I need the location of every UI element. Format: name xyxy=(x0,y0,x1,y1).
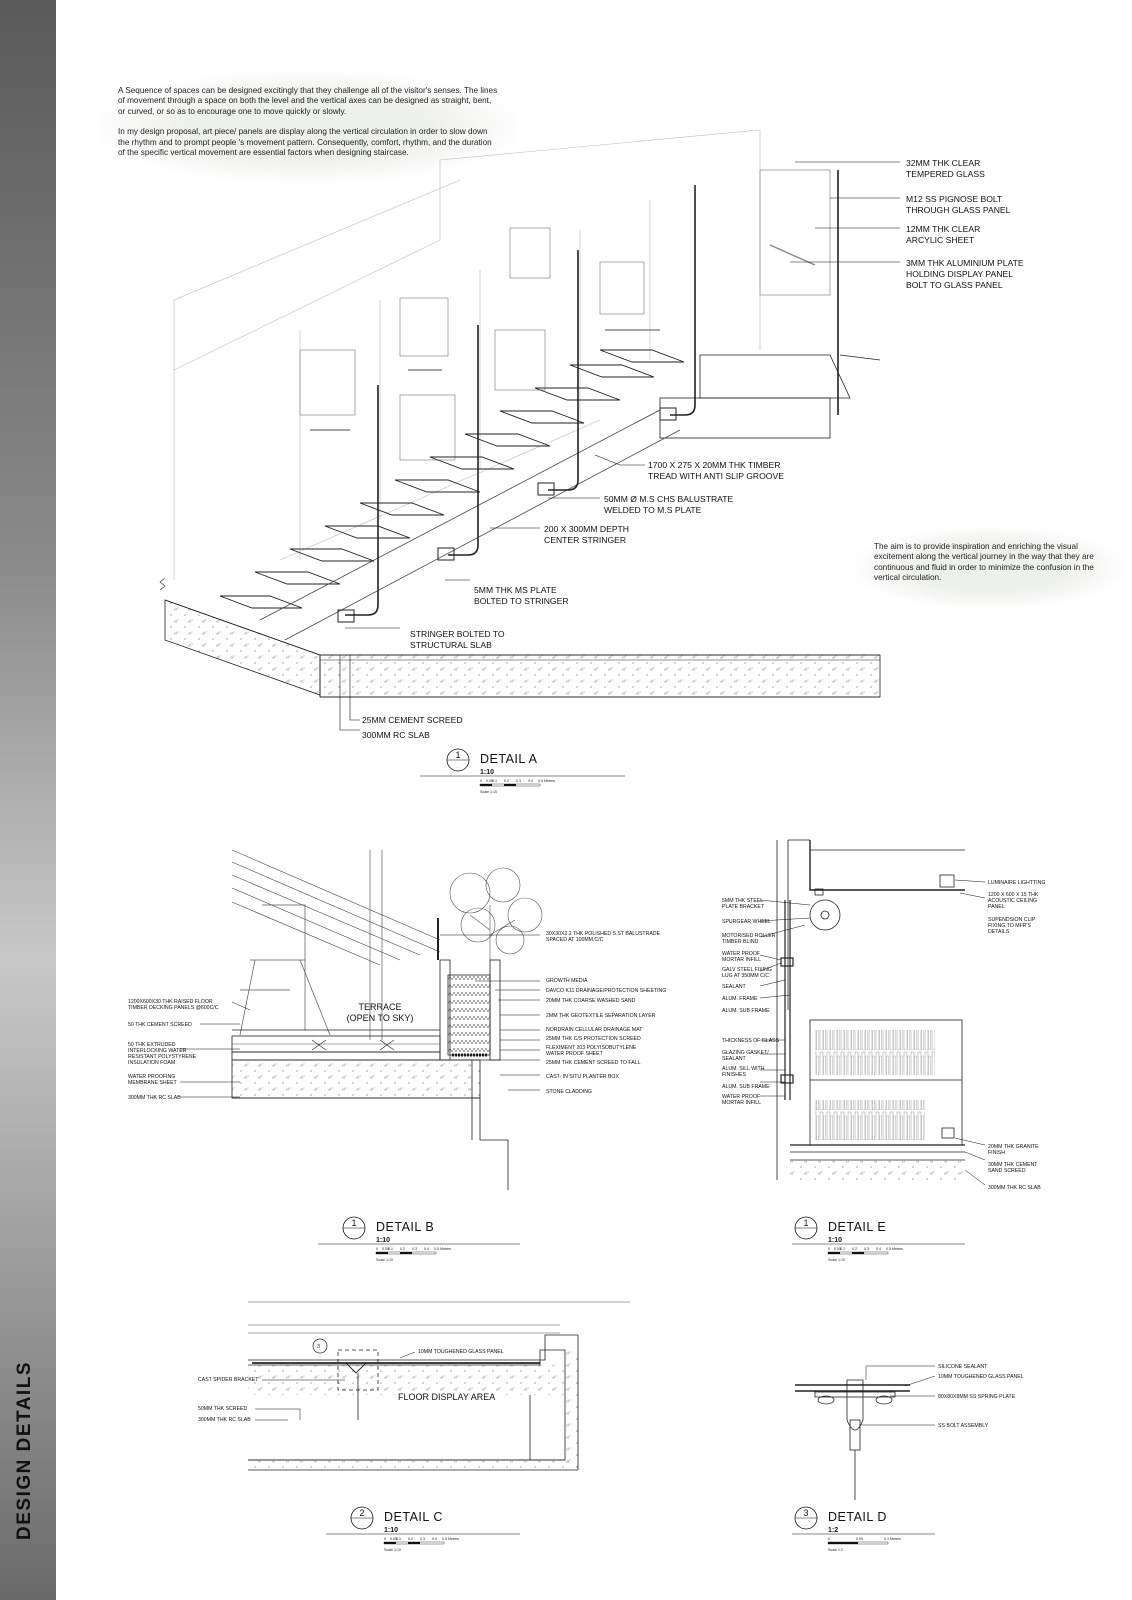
svg-text:1200X600X30 THK RAISED FLOOR: 1200X600X30 THK RAISED FLOOR xyxy=(128,999,213,1005)
detail-d-number: 3 xyxy=(803,1508,809,1518)
svg-text:0.1: 0.1 xyxy=(396,1537,401,1541)
detail-a-labels xyxy=(362,158,1024,740)
svg-text:Scale 1:10: Scale 1:10 xyxy=(376,1258,393,1262)
svg-text:WATER PROOFING: WATER PROOFING xyxy=(128,1074,176,1080)
svg-text:0.1 Metres: 0.1 Metres xyxy=(884,1537,901,1541)
svg-text:30X30X2.2 THK POLISHED S.ST: 30X30X2.2 THK POLISHED S.ST BALUSTRADE xyxy=(546,931,660,937)
label-balu-2: WELDED TO M.S PLATE xyxy=(604,505,702,515)
svg-text:ALUM. SUB FRAME: ALUM. SUB FRAME xyxy=(722,1084,770,1090)
aim-paragraph: The aim is to provide inspiration and enriching the visual excitement along the vertical journey in the way that they are continuous and fluid in order to minimize the confusion in the vertical circulation. xyxy=(874,542,1094,583)
svg-text:1200 X 600 X 15 THK: 1200 X 600 X 15 THK xyxy=(988,892,1039,898)
intro-paragraph-2: In my design proposal, art piece/ panels are display along the vertical circulation in order to slow down the rhythm and to prompt people 's movement pattern. Consequently, comfort, rhythm, and the duration of the specific vertical movement are essential factors when designing staircase. xyxy=(118,127,492,158)
svg-text:25MM THK C/S PROTECTION SCREED: 25MM THK C/S PROTECTION SCREED xyxy=(546,1036,641,1042)
label-tread-2: TREAD WITH ANTI SLIP GROOVE xyxy=(648,471,784,481)
svg-text:FLEXIMENT 203 POLYISOBUTYLENE: FLEXIMENT 203 POLYISOBUTYLENE xyxy=(546,1045,637,1051)
svg-text:Scale 1:10: Scale 1:10 xyxy=(384,1548,401,1552)
svg-text:0.4: 0.4 xyxy=(528,779,533,783)
svg-text:CAST SPIDER BRACKET: CAST SPIDER BRACKET xyxy=(198,1377,259,1383)
label-glass-1: 32MM THK CLEAR xyxy=(906,158,981,168)
floor-display-area-label: FLOOR DISPLAY AREA xyxy=(398,1392,496,1402)
svg-text:300MM THK RC SLAB: 300MM THK RC SLAB xyxy=(128,1095,181,1101)
svg-text:TIMBER BLIND: TIMBER BLIND xyxy=(722,939,759,945)
svg-text:5MM THK STEEL: 5MM THK STEEL xyxy=(722,898,764,904)
svg-text:DETAILS: DETAILS xyxy=(988,929,1010,935)
detail-c-title: DETAIL C xyxy=(384,1510,443,1524)
svg-text:WATER PROOF: WATER PROOF xyxy=(722,1094,761,1100)
svg-text:ALUM. FRAME: ALUM. FRAME xyxy=(722,996,758,1002)
svg-text:GALV STEEL FIXING: GALV STEEL FIXING xyxy=(722,967,772,973)
detail-a-scale: 1:10 xyxy=(480,769,495,776)
detail-b-number: 1 xyxy=(351,1218,357,1228)
label-plate-2: BOLTED TO STRINGER xyxy=(474,596,569,606)
detail-c-number: 2 xyxy=(359,1508,365,1518)
detail-c-drawing xyxy=(248,1302,630,1470)
svg-text:0.3: 0.3 xyxy=(864,1247,869,1251)
label-glass-2: TEMPERED GLASS xyxy=(906,169,985,179)
svg-text:PLATE BRACKET: PLATE BRACKET xyxy=(722,904,764,910)
svg-text:0: 0 xyxy=(828,1537,830,1541)
svg-text:0: 0 xyxy=(480,779,482,783)
detail-e-drawing xyxy=(760,840,985,1185)
svg-text:WATER PROOF SHEET: WATER PROOF SHEET xyxy=(546,1051,603,1057)
detail-b-scalebar xyxy=(376,1247,451,1262)
label-stringer-2: CENTER STRINGER xyxy=(544,535,627,545)
detail-d-scalebar xyxy=(828,1537,901,1552)
svg-text:CAST- IN SITU PLANTER BOX: CAST- IN SITU PLANTER BOX xyxy=(546,1074,619,1080)
svg-text:20MM THK GRANITE: 20MM THK GRANITE xyxy=(988,1144,1039,1150)
svg-text:FIXING TO MFR'S: FIXING TO MFR'S xyxy=(988,923,1031,929)
svg-text:PANEL: PANEL xyxy=(988,904,1005,910)
svg-text:0.4: 0.4 xyxy=(876,1247,881,1251)
svg-text:MORTAR INFILL: MORTAR INFILL xyxy=(722,1100,762,1106)
detail-e-title-block xyxy=(792,1217,965,1262)
label-acrylic-2: ARCYLIC SHEET xyxy=(906,235,975,245)
label-sbolt-2: STRUCTURAL SLAB xyxy=(410,640,492,650)
svg-text:SEALANT: SEALANT xyxy=(722,984,746,990)
svg-text:2MM THK GEOTEXTILE SEPARATION: 2MM THK GEOTEXTILE SEPARATION LAYER xyxy=(546,1013,656,1019)
detail-c-callout: 3 xyxy=(317,1344,320,1350)
svg-text:FINISHES: FINISHES xyxy=(722,1072,746,1078)
label-bolt-1: M12 SS PIGNOSE BOLT xyxy=(906,194,1003,204)
label-slab: 300MM RC SLAB xyxy=(362,730,430,740)
svg-text:INSULATION FOAM: INSULATION FOAM xyxy=(128,1060,176,1066)
stair-above xyxy=(232,850,440,1040)
display-pit xyxy=(248,1335,578,1470)
svg-text:0.3: 0.3 xyxy=(420,1537,425,1541)
detail-e-scalebar xyxy=(828,1247,903,1262)
detail-c-scale: 1:10 xyxy=(384,1527,399,1534)
svg-text:50 THK CEMENT SCREED: 50 THK CEMENT SCREED xyxy=(128,1022,192,1028)
svg-text:0.1: 0.1 xyxy=(492,779,497,783)
svg-text:SAND SCREED: SAND SCREED xyxy=(988,1168,1026,1174)
detail-b-scale: 1:10 xyxy=(376,1237,391,1244)
svg-text:0: 0 xyxy=(384,1537,386,1541)
upper-stair xyxy=(248,1302,630,1333)
svg-text:GROWTH MEDIA: GROWTH MEDIA xyxy=(546,978,588,984)
tree xyxy=(450,868,542,960)
label-alu-3: BOLT TO GLASS PANEL xyxy=(906,280,1003,290)
svg-text:RESISTANT POLYSTYRENE: RESISTANT POLYSTYRENE xyxy=(128,1054,197,1060)
detail-a-number: 1 xyxy=(455,750,461,760)
svg-text:GLAZING GASKET/: GLAZING GASKET/ xyxy=(722,1050,769,1056)
detail-a-scalebar xyxy=(480,779,555,794)
svg-text:50MM THK SCREED: 50MM THK SCREED xyxy=(198,1406,248,1412)
svg-text:0.5 Metres: 0.5 Metres xyxy=(886,1247,903,1251)
detail-b-title-block xyxy=(318,1217,520,1262)
svg-text:-: - xyxy=(361,1523,363,1527)
svg-text:10MM TOUGHENED GLASS PANEL: 10MM TOUGHENED GLASS PANEL xyxy=(418,1349,504,1355)
svg-text:Scale 1:10: Scale 1:10 xyxy=(480,790,497,794)
svg-text:-: - xyxy=(457,765,459,769)
detail-e-title: DETAIL E xyxy=(828,1220,887,1234)
detail-a-title: DETAIL A xyxy=(480,752,538,766)
svg-text:SEALANT: SEALANT xyxy=(722,1056,746,1062)
svg-text:0: 0 xyxy=(376,1247,378,1251)
svg-text:0.2: 0.2 xyxy=(400,1247,405,1251)
svg-text:FINISH: FINISH xyxy=(988,1150,1006,1156)
svg-text:Scale 1:10: Scale 1:10 xyxy=(828,1258,845,1262)
bookshelf xyxy=(810,1020,962,1145)
svg-text:20MM THK COARSE WASHED SAND: 20MM THK COARSE WASHED SAND xyxy=(546,998,636,1004)
detail-b-title: DETAIL B xyxy=(376,1220,435,1234)
svg-text:0.5 Metres: 0.5 Metres xyxy=(442,1537,459,1541)
svg-text:SILICONE SEALANT: SILICONE SEALANT xyxy=(938,1364,988,1370)
svg-text:0.05: 0.05 xyxy=(390,1537,397,1541)
label-alu-1: 3MM THK ALUMINIUM PLATE xyxy=(906,258,1024,268)
roller-blind xyxy=(810,889,840,930)
svg-text:0.05: 0.05 xyxy=(856,1537,863,1541)
label-bolt-2: THROUGH GLASS PANEL xyxy=(906,205,1011,215)
svg-text:TIMBER DECKING PANELS @600C/C: TIMBER DECKING PANELS @600C/C xyxy=(128,1005,219,1011)
label-plate-1: 5MM THK MS PLATE xyxy=(474,585,557,595)
detail-d-leaders xyxy=(860,1366,935,1425)
svg-text:-: - xyxy=(805,1523,807,1527)
detail-a-drawing xyxy=(160,130,900,730)
svg-text:50 THK EXTRUDED: 50 THK EXTRUDED xyxy=(128,1042,176,1048)
svg-text:0.4: 0.4 xyxy=(432,1537,437,1541)
svg-text:80X80X8MM SS SPRING PLATE: 80X80X8MM SS SPRING PLATE xyxy=(938,1394,1016,1400)
svg-text:-: - xyxy=(353,1233,355,1237)
svg-text:NORDRAIN CELLULAR DRAINAGE MAT: NORDRAIN CELLULAR DRAINAGE MAT xyxy=(546,1027,643,1033)
terrace-label-2: (OPEN TO SKY) xyxy=(346,1013,414,1023)
svg-text:300MM THK RC SLAB: 300MM THK RC SLAB xyxy=(198,1417,251,1423)
svg-text:ALUM. SILL WITH: ALUM. SILL WITH xyxy=(722,1066,765,1072)
svg-text:MEMBRANE SHEET: MEMBRANE SHEET xyxy=(128,1080,177,1086)
svg-text:LUMINAIRE LIGHTTING: LUMINAIRE LIGHTTING xyxy=(988,880,1046,886)
svg-text:SPURGEAR WHEEL: SPURGEAR WHEEL xyxy=(722,919,772,925)
detail-c-scalebar xyxy=(384,1537,459,1552)
label-screed: 25MM CEMENT SCREED xyxy=(362,715,463,725)
svg-text:Scale 1:2: Scale 1:2 xyxy=(828,1548,843,1552)
svg-text:0.5 Metres: 0.5 Metres xyxy=(538,779,555,783)
svg-text:LUG AT 350MM C/C: LUG AT 350MM C/C xyxy=(722,973,770,979)
svg-text:300MM THK RC SLAB: 300MM THK RC SLAB xyxy=(988,1185,1041,1191)
landing xyxy=(660,355,880,438)
detail-a-title-block xyxy=(420,749,625,794)
svg-text:DAVCO K11 DRAINAGE/PROTECTION: DAVCO K11 DRAINAGE/PROTECTION SHEETING xyxy=(546,988,667,994)
detail-d-title: DETAIL D xyxy=(828,1510,887,1524)
stair-treads xyxy=(220,350,684,608)
label-balu-1: 50MM Ø M.S CHS BALUSTRATE xyxy=(604,494,734,504)
detail-e-number: 1 xyxy=(803,1218,809,1228)
svg-text:ACOUSTIC CEILING: ACOUSTIC CEILING xyxy=(988,898,1038,904)
detail-d-drawing xyxy=(795,1366,935,1500)
svg-text:0.05: 0.05 xyxy=(486,779,493,783)
detail-e-scale: 1:10 xyxy=(828,1237,843,1244)
svg-text:INTERLOCKING WATER: INTERLOCKING WATER xyxy=(128,1048,187,1054)
svg-text:0.05: 0.05 xyxy=(834,1247,841,1251)
svg-text:0.1: 0.1 xyxy=(840,1247,845,1251)
sidebar-title: DESIGN DETAILS xyxy=(14,1361,35,1540)
svg-text:0.1: 0.1 xyxy=(388,1247,393,1251)
label-alu-2: HOLDING DISPLAY PANEL xyxy=(906,269,1013,279)
svg-text:0.5 Metres: 0.5 Metres xyxy=(434,1247,451,1251)
svg-text:MOTORISED ROLLER: MOTORISED ROLLER xyxy=(722,933,776,939)
svg-text:SUPENDSION CLIP: SUPENDSION CLIP xyxy=(988,917,1036,923)
svg-text:STONE CLADDING: STONE CLADDING xyxy=(546,1089,593,1095)
svg-text:30MM THK CEMENT: 30MM THK CEMENT xyxy=(988,1162,1038,1168)
detail-d-labels xyxy=(938,1364,1024,1429)
svg-text:0.4: 0.4 xyxy=(424,1247,429,1251)
label-acrylic-1: 12MM THK CLEAR xyxy=(906,224,981,234)
svg-text:0.2: 0.2 xyxy=(852,1247,857,1251)
detail-d-scale: 1:2 xyxy=(828,1527,839,1534)
svg-text:SPACED AT 100MM.C/C: SPACED AT 100MM.C/C xyxy=(546,937,604,943)
svg-text:WATER PROOF: WATER PROOF xyxy=(722,951,761,957)
svg-text:25MM THK CEMENT SCREED TO FALL: 25MM THK CEMENT SCREED TO FALL xyxy=(546,1060,641,1066)
svg-text:-: - xyxy=(805,1233,807,1237)
label-sbolt-1: STRINGER BOLTED TO xyxy=(410,629,505,639)
svg-text:ALUM. SUB FRAME: ALUM. SUB FRAME xyxy=(722,1008,770,1014)
svg-text:0.2: 0.2 xyxy=(504,779,509,783)
detail-c-title-block xyxy=(326,1507,520,1552)
svg-text:0.3: 0.3 xyxy=(412,1247,417,1251)
label-tread-1: 1700 X 275 X 20MM THK TIMBER xyxy=(648,460,781,470)
svg-text:10MM TOUGHENED GLASS PANEL: 10MM TOUGHENED GLASS PANEL xyxy=(938,1374,1024,1380)
svg-text:SS BOLT ASSEMBLY: SS BOLT ASSEMBLY xyxy=(938,1423,989,1429)
intro-paragraph-1: A Sequence of spaces can be designed excitingly that they challenge all of the visitor's senses. The lines of movement through a space on both the level and the vertical axes can be designed as straight, bent, or curved, or so as to encourage one to move quickly or slowly. xyxy=(118,86,498,116)
svg-text:MORTAR INFILL: MORTAR INFILL xyxy=(722,957,762,963)
svg-text:THICKNESS OF GLASS: THICKNESS OF GLASS xyxy=(722,1038,780,1044)
detail-d-title-block xyxy=(792,1507,935,1552)
balusters xyxy=(345,170,838,615)
label-stringer-1: 200 X 300MM DEPTH xyxy=(544,524,630,534)
terrace-label-1: TERRACE xyxy=(358,1002,402,1012)
svg-text:0.05: 0.05 xyxy=(382,1247,389,1251)
svg-text:0.2: 0.2 xyxy=(408,1537,413,1541)
svg-text:0: 0 xyxy=(828,1247,830,1251)
svg-text:0.3: 0.3 xyxy=(516,779,521,783)
